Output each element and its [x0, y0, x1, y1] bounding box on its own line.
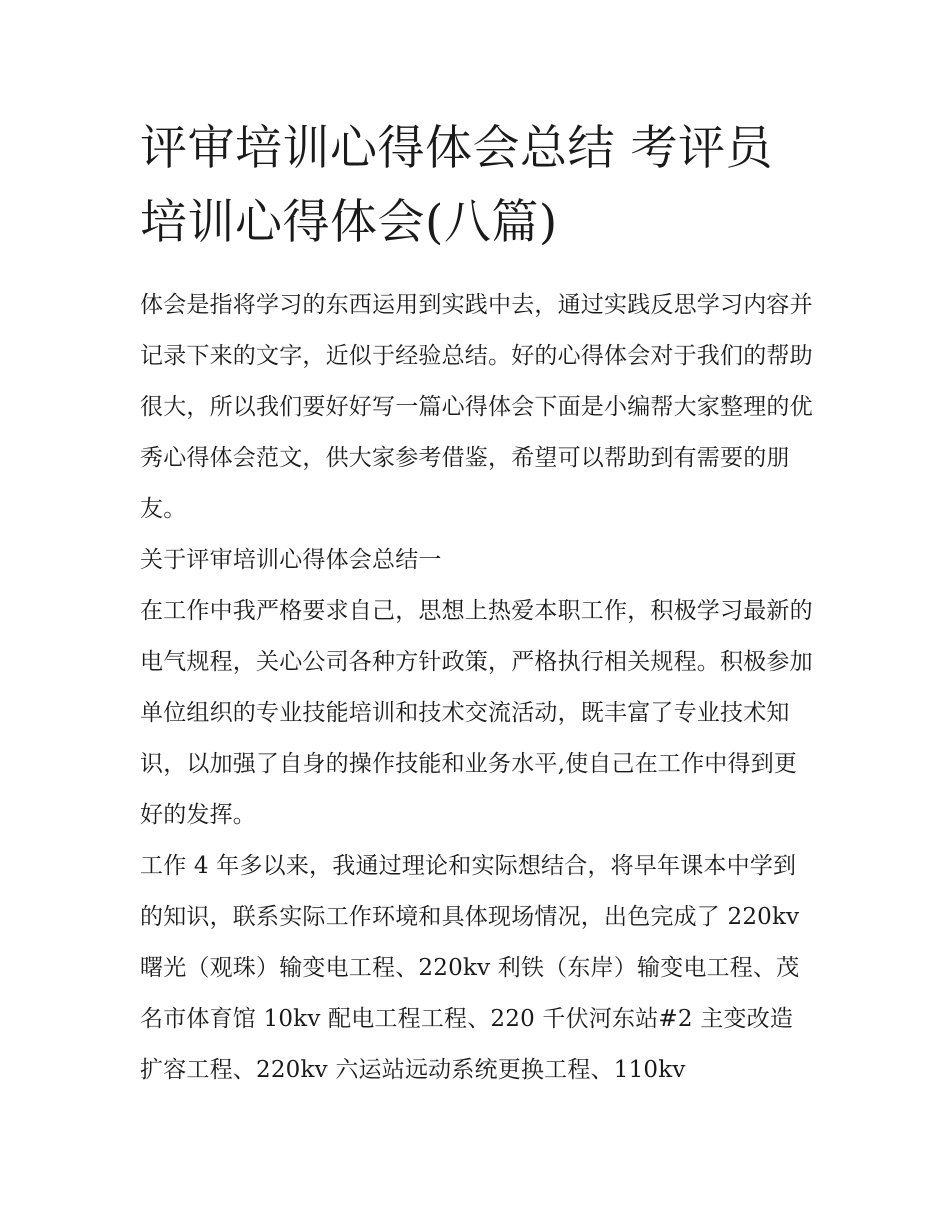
- document-title: 评审培训心得体会总结 考评员培训心得体会(八篇): [140, 121, 773, 250]
- document-body: [140, 280, 815, 1096]
- intro-paragraph: 体会是指将学习的东西运用到实践中去，通过实践反思学习内容并记录下来的文字，近似于经验总结。好的心得体会对于我们的帮助很大，所以我们要好好写一篇心得体会下面是小编帮大家整理的优秀心得体会范文，供大家参考借鉴，希望可以帮助到有需要的朋友。: [140, 292, 813, 522]
- body-paragraph: 工作 4 年多以来，我通过理论和实际想结合，将早年课本中学到的知识，联系实际工作环境和具体现场情况，出色完成了 220kv 曙光（观珠）输变电工程、220kv 利铁（东岸）输变电工程、茂名市体育馆 10kv 配电工程工程、220 千伏河东站#2 主变改造扩容工程、220kv 六运站远动系统更换工程、110kv: [140, 853, 800, 1083]
- section-heading: 关于评审培训心得体会总结一: [140, 547, 442, 573]
- document-page: [140, 112, 815, 1096]
- body-paragraph: 在工作中我严格要求自己，思想上热爱本职工作，积极学习最新的电气规程，关心公司各种方针政策，严格执行相关规程。积极参加单位组织的专业技能培训和技术交流活动，既丰富了专业技术知识，以加强了自身的操作技能和业务水平,使自己在工作中得到更好的发挥。: [140, 598, 813, 828]
